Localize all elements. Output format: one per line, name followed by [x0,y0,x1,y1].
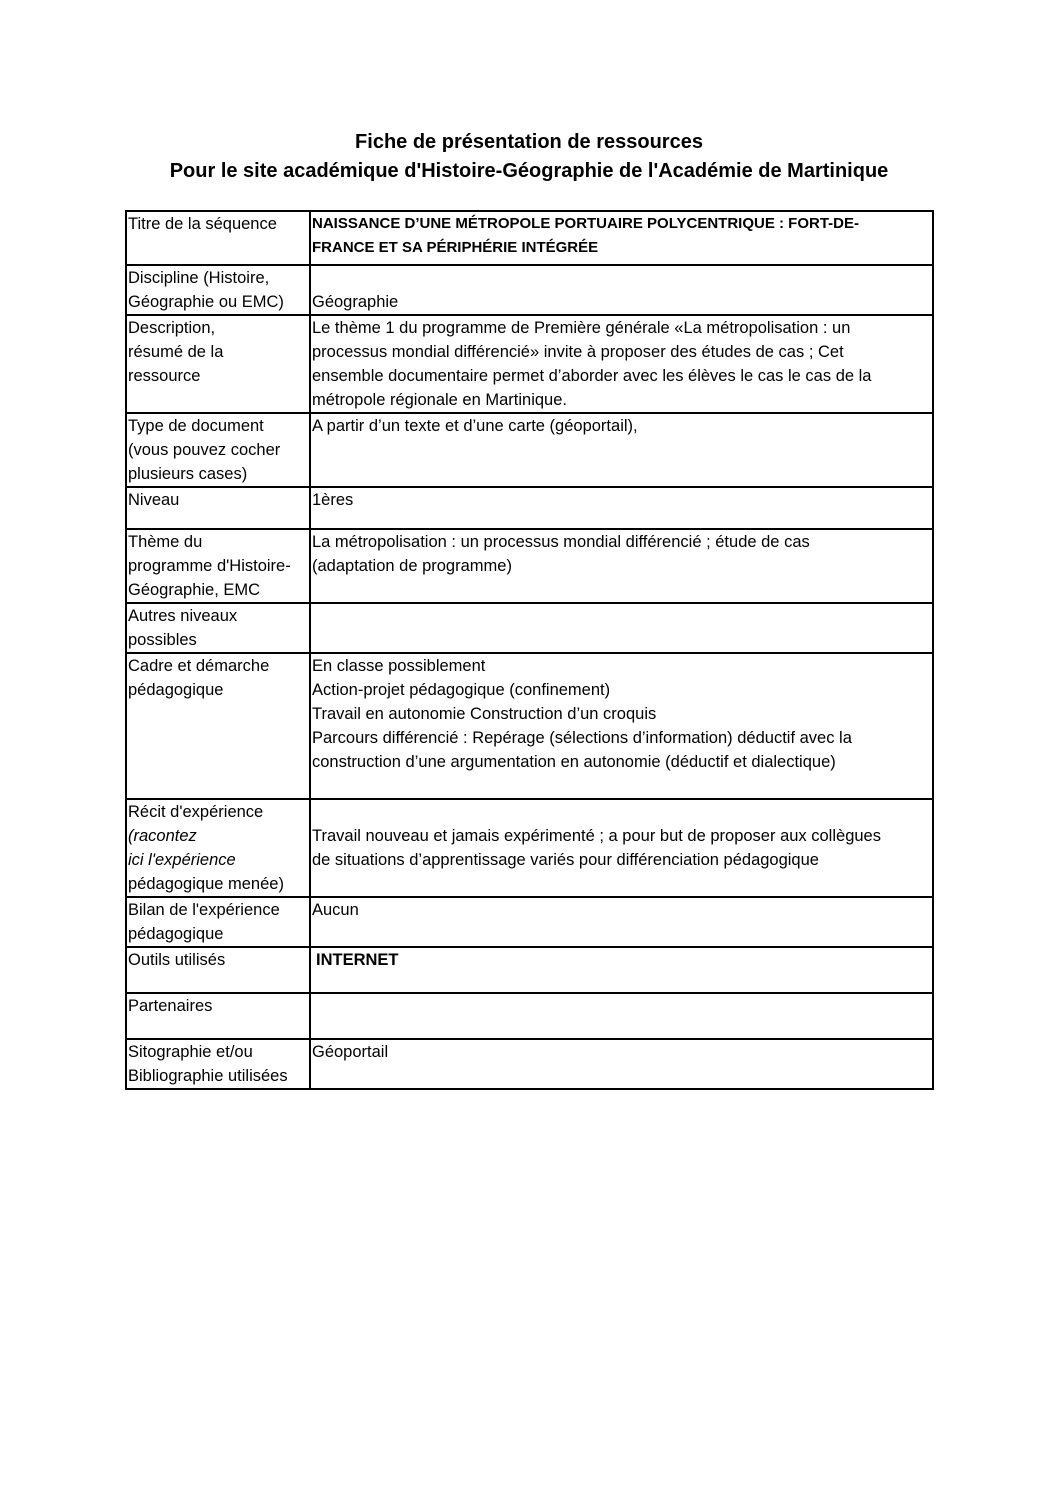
label-line: Partenaires [128,997,213,1015]
row-partenaires [126,993,933,1039]
label-line: Géographie, EMC [128,581,261,599]
value-theme [310,529,933,603]
value-line: 1ères [312,491,354,509]
title-line-2: Pour le site académique d'Histoire-Géographie de l'Académie de Martinique [169,160,889,182]
label-line: (vous pouvez cocher [128,441,281,459]
label-line: Autres niveaux [128,607,238,625]
label-line: plusieurs cases) [128,465,248,483]
label-line: Récit d'expérience [128,803,264,821]
value-description [310,315,933,413]
label-line: Type de document [128,417,264,435]
label-line: Bibliographie utilisées [128,1067,288,1085]
value-cadre-demarche [310,653,933,799]
label-autres-niveaux [126,603,310,653]
row-bilan [126,897,933,947]
value-line: Le thème 1 du programme de Première générale «La métropolisation : un [312,319,851,337]
label-line: possibles [128,631,197,649]
value-partenaires [310,993,933,1039]
label-line: Cadre et démarche [128,657,270,675]
value-line: Travail en autonomie Construction d’un croquis [312,705,657,723]
label-outils [126,947,310,993]
label-recit [126,799,310,897]
row-niveau [126,487,933,529]
value-line: métropole régionale en Martinique. [312,391,567,409]
value-line: de situations d’apprentissage variés pour différenciation pédagogique [312,851,819,869]
row-theme [126,529,933,603]
value-line: Travail nouveau et jamais expérimenté ; a pour but de proposer aux collègues [312,827,881,845]
value-titre [310,211,933,265]
value-line: FRANCE ET SA PÉRIPHÉRIE INTÉGRÉE [312,239,599,256]
value-outils [310,947,933,993]
value-line: Géographie [312,293,399,311]
value-line: construction d’une argumentation en autonomie (déductif et dialectique) [312,753,836,771]
label-niveau [126,487,310,529]
value-line: NAISSANCE D’UNE MÉTROPOLE PORTUAIRE POLYCENTRIQUE : FORT-DE- [312,215,859,232]
value-line: (adaptation de programme) [312,557,512,575]
value-line: La métropolisation : un processus mondial différencié ; étude de cas [312,533,810,551]
resource-sheet-table [125,210,934,1090]
row-sitographie [126,1039,933,1089]
value-autres-niveaux [310,603,933,653]
label-line: Outils utilisés [128,951,226,969]
title-line-1: Fiche de présentation de ressources [355,131,703,153]
row-type-document [126,413,933,487]
value-bilan [310,897,933,947]
label-type-document [126,413,310,487]
label-line: Discipline (Histoire, [128,269,270,287]
value-line: Aucun [312,901,359,919]
row-recit [126,799,933,897]
value-sitographie [310,1039,933,1089]
label-line: pédagogique [128,925,224,943]
value-niveau [310,487,933,529]
label-discipline [126,265,310,315]
label-partenaires [126,993,310,1039]
value-line: INTERNET [316,951,399,969]
label-line: Description, [128,319,216,337]
label-line: ici l'expérience [128,851,236,869]
value-line: processus mondial différencié» invite à proposer des études de cas ; Cet [312,343,844,361]
label-line: Titre de la séquence [128,215,277,233]
value-line: A partir d’un texte et d’une carte (géoportail), [312,417,638,435]
row-discipline [126,265,933,315]
value-line: Action-projet pédagogique (confinement) [312,681,611,699]
label-line: Bilan de l'expérience [128,901,280,919]
label-description [126,315,310,413]
value-line: En classe possiblement [312,657,486,675]
label-line: Niveau [128,491,180,509]
value-line: ensemble documentaire permet d’aborder avec les élèves le cas le cas de la [312,367,872,385]
label-line: pédagogique [128,681,224,699]
value-type-document [310,413,933,487]
label-line: (racontez [128,827,197,845]
label-line: Géographie ou EMC) [128,293,284,311]
value-line: Parcours différencié : Repérage (sélections d’information) déductif avec la [312,729,852,747]
row-titre [126,211,933,265]
label-titre [126,211,310,265]
row-autres-niveaux [126,603,933,653]
row-outils [126,947,933,993]
value-line: Géoportail [312,1043,389,1061]
label-cadre-demarche [126,653,310,799]
label-theme [126,529,310,603]
row-cadre-demarche [126,653,933,799]
value-discipline [310,265,933,315]
label-line: pédagogique menée) [128,875,284,893]
label-sitographie [126,1039,310,1089]
label-line: ressource [128,367,201,385]
row-description [126,315,933,413]
label-bilan [126,897,310,947]
label-line: résumé de la [128,343,224,361]
label-line: Thème du [128,533,203,551]
label-line: Sitographie et/ou [128,1043,253,1061]
document-title [0,128,1058,186]
label-line: programme d'Histoire- [128,557,291,575]
value-recit [310,799,933,897]
